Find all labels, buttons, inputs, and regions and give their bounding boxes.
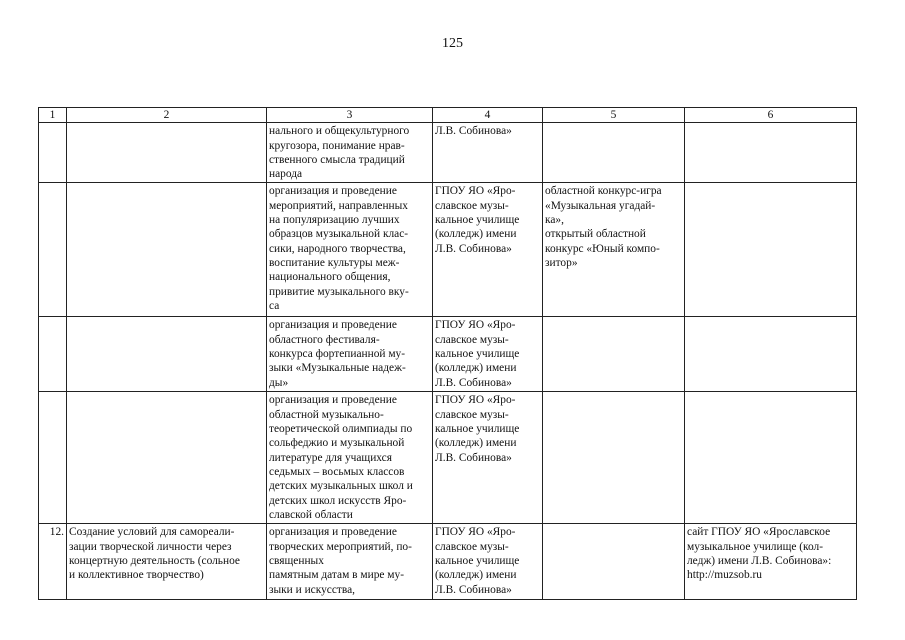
events-table — [38, 107, 857, 600]
cell-info — [685, 317, 857, 392]
cell-event — [543, 392, 685, 524]
cell-objective — [67, 183, 267, 317]
column-header: 1 — [39, 108, 67, 123]
cell-organizer: ГПОУ ЯО «Яро- славское музы- кальное училище (колледж) имени Л.В. Собинова» — [433, 524, 543, 600]
column-header: 2 — [67, 108, 267, 123]
column-header: 4 — [433, 108, 543, 123]
table-row — [39, 392, 857, 524]
cell-objective — [67, 317, 267, 392]
table-row — [39, 123, 857, 183]
cell-number: 12. — [39, 524, 67, 600]
cell-info — [685, 392, 857, 524]
cell-objective: Создание условий для самореали- зации творческой личности через концертную деятельность (сольное и коллективное творчество) — [67, 524, 267, 600]
table-row — [39, 524, 857, 600]
cell-event — [543, 317, 685, 392]
cell-activity: организация и проведение творческих мероприятий, по- священных памятным датам в мире му- зыки и искусства, — [267, 524, 433, 600]
column-header: 6 — [685, 108, 857, 123]
cell-number — [39, 392, 67, 524]
cell-info — [685, 123, 857, 183]
table-row — [39, 317, 857, 392]
cell-info: сайт ГПОУ ЯО «Ярославское музыкальное училище (кол- ледж) имени Л.В. Собинова»: http://muzsob.ru — [685, 524, 857, 600]
cell-event — [543, 524, 685, 600]
cell-objective — [67, 123, 267, 183]
cell-organizer: ГПОУ ЯО «Яро- славское музы- кальное училище (колледж) имени Л.В. Собинова» — [433, 317, 543, 392]
cell-activity: организация и проведение областного фестиваля- конкурса фортепианной му- зыки «Музыкальные надеж- ды» — [267, 317, 433, 392]
cell-number — [39, 183, 67, 317]
column-header: 3 — [267, 108, 433, 123]
cell-objective — [67, 392, 267, 524]
cell-event — [543, 123, 685, 183]
cell-organizer: Л.В. Собинова» — [433, 123, 543, 183]
cell-info — [685, 183, 857, 317]
page-number: 125 — [442, 36, 463, 51]
cell-activity: нального и общекультурного кругозора, понимание нрав- ственного смысла традиций народа — [267, 123, 433, 183]
cell-organizer: ГПОУ ЯО «Яро- славское музы- кальное училище (колледж) имени Л.В. Собинова» — [433, 392, 543, 524]
table-header-row — [39, 108, 857, 123]
cell-activity: организация и проведение мероприятий, направленных на популяризацию лучших образцов музыкальной клас- сики, народного творчества, воспитание культуры меж- национального общения, привитие музыкального вку- са — [267, 183, 433, 317]
cell-activity: организация и проведение областной музыкально- теоретической олимпиады по сольфеджио и музыкальной литературе для учащихся седьмых – восьмых классов детских музыкальных школ и детских школ искусств Яро- славской области — [267, 392, 433, 524]
cell-organizer: ГПОУ ЯО «Яро- славское музы- кальное училище (колледж) имени Л.В. Собинова» — [433, 183, 543, 317]
cell-number — [39, 123, 67, 183]
cell-number — [39, 317, 67, 392]
column-header: 5 — [543, 108, 685, 123]
cell-event: областной конкурс-игра «Музыкальная угадай- ка», открытый областной конкурс «Юный компо- зитор» — [543, 183, 685, 317]
table-row — [39, 183, 857, 317]
